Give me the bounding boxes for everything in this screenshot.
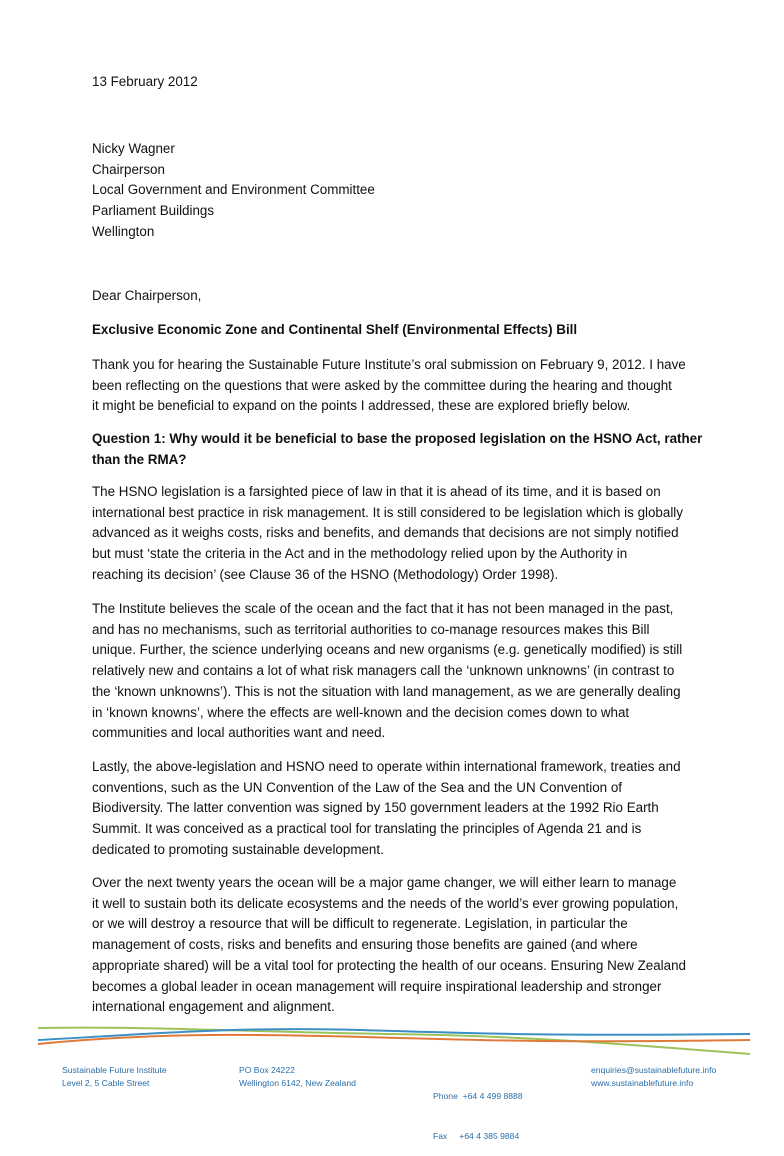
- salutation: Dear Chairperson,: [92, 288, 202, 303]
- text-line: reaching its decision’ (see Clause 36 of the HSNO (Methodology) Order 1998).: [92, 566, 559, 582]
- text-line: relatively new and contains a lot of what risk managers call the ‘unknown unknowns’ (in contrast to: [92, 663, 675, 679]
- footer-org-name: Sustainable Future Institute: [62, 1065, 167, 1075]
- footer-website-link[interactable]: www.sustainablefuture.info: [591, 1078, 694, 1089]
- recipient-line: Chairperson: [92, 161, 165, 177]
- text-line: in ‘known knowns’, where the effects are well-known and the decision comes down to what: [92, 704, 630, 720]
- text-line: Question 1: Why would it be beneficial to base the proposed legislation on the HSNO Act, rather: [92, 431, 703, 446]
- text-line: The HSNO legislation is a farsighted piece of law in that it is ahead of its time, and it is based on: [92, 484, 661, 499]
- text-line: dedicated to promoting sustainable development.: [92, 841, 384, 857]
- recipient-line: Parliament Buildings: [92, 203, 215, 219]
- footer-wave-decoration: [0, 1022, 784, 1058]
- text-line: appropriate shared) will be a vital tool for protecting the health of our oceans. Ensuring New Zealand: [92, 957, 686, 973]
- paragraph-conventions: [92, 757, 698, 861]
- question-heading: [92, 429, 703, 470]
- text-line: or we will destroy a resource that will be difficult to regenerate. Legislation, in particular the: [92, 916, 628, 932]
- footer-contact: [591, 1064, 716, 1090]
- recipient-line: Wellington: [92, 223, 155, 239]
- text-line: becomes a global leader in ocean management will require inspirational leadership and stronger: [92, 978, 662, 994]
- recipient-line: Nicky Wagner: [92, 141, 175, 156]
- footer-organisation: [62, 1064, 167, 1090]
- text-line: international best practice in risk management. It is still considered to be legislation which is globally: [92, 504, 683, 520]
- recipient-address: [92, 139, 698, 243]
- text-line: communities and local authorities want and need.: [92, 725, 386, 741]
- text-line: it might be beneficial to expand on the points I addressed, these are explored briefly below.: [92, 398, 631, 414]
- text-line: but must ‘state the criteria in the Act and in the methodology relied upon by the Authority in: [92, 546, 628, 562]
- text-line: Thank you for hearing the Sustainable Future Institute’s oral submission on February 9, 2012. I have: [92, 357, 686, 372]
- footer-phone-fax: [433, 1064, 523, 1156]
- text-line: Summit. It was conceived as a practical tool for translating the principles of Agenda 21 and is: [92, 821, 642, 837]
- paragraph-ocean-future: [92, 873, 698, 1018]
- text-line: advanced as it weighs costs, risks and benefits, and demands that decisions are not simply notified: [92, 525, 679, 541]
- text-line: Lastly, the above-legislation and HSNO need to operate within international framework, treaties and: [92, 759, 681, 774]
- text-line: international engagement and alignment.: [92, 999, 335, 1015]
- recipient-line: Local Government and Environment Committee: [92, 182, 375, 198]
- footer-fax: Fax +64 4 385 9884: [433, 1131, 520, 1142]
- text-line: Biodiversity. The latter convention was signed by 150 government leaders at the 1992 Rio Earth: [92, 800, 659, 816]
- footer-postal: [239, 1064, 356, 1090]
- text-line: unique. Further, the science underlying oceans and new organisms (e.g. genetically modified) is still: [92, 642, 683, 658]
- letter-date: 13 February 2012: [92, 74, 198, 89]
- text-line: conventions, such as the UN Convention of the Law of the Sea and the UN Convention of: [92, 779, 623, 795]
- footer-city: Wellington 6142, New Zealand: [239, 1078, 356, 1089]
- text-line: the ‘known unknowns’). This is not the situation with land management, as we are generally dealing: [92, 683, 681, 699]
- paragraph-institute: [92, 599, 698, 744]
- text-line: management of costs, risks and benefits and ensuring those benefits are gained (and where: [92, 937, 638, 953]
- text-line: The Institute believes the scale of the ocean and the fact that it has not been managed in the past,: [92, 601, 674, 616]
- text-line: than the RMA?: [92, 451, 187, 467]
- paragraph-intro: [92, 355, 698, 417]
- footer-phone: Phone +64 4 499 8888: [433, 1091, 523, 1102]
- text-line: been reflecting on the questions that were asked by the committee during the hearing and thought: [92, 377, 672, 393]
- paragraph-hsno: [92, 482, 698, 586]
- footer-email-link[interactable]: enquiries@sustainablefuture.info: [591, 1065, 717, 1075]
- text-line: it well to sustain both its delicate ecosystems and the needs of the world’s ever growing population,: [92, 895, 679, 911]
- wave-orange-line: [38, 1035, 750, 1044]
- subject-heading: Exclusive Economic Zone and Continental Shelf (Environmental Effects) Bill: [92, 322, 578, 337]
- text-line: Over the next twenty years the ocean will be a major game changer, we will either learn to manage: [92, 875, 677, 890]
- text-line: and has no mechanisms, such as territorial authorities to co-manage resources makes this Bill: [92, 621, 650, 637]
- footer-street: Level 2, 5 Cable Street: [62, 1078, 150, 1089]
- footer-pobox: PO Box 24222: [239, 1065, 295, 1075]
